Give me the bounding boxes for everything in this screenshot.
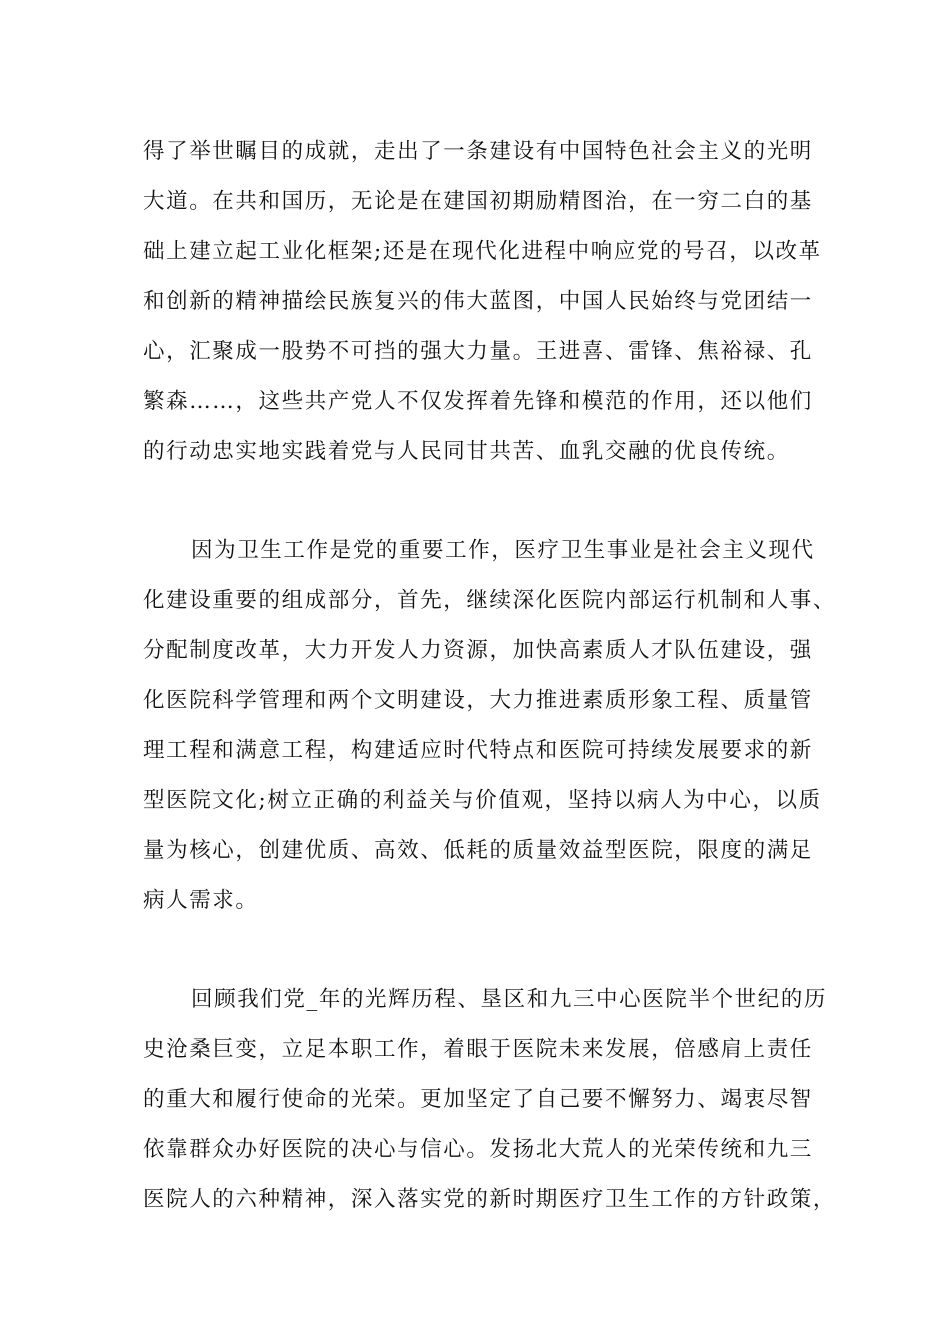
text-line: 大道。在共和国历，无论是在建国初期励精图治，在一穷二白的基	[143, 189, 813, 214]
text-line: 依靠群众办好医院的决心与信心。发扬北大荒人的光荣传统和九三	[143, 1137, 813, 1162]
text-line: 础上建立起工业化框架;还是在现代化进程中响应党的号召，以改革	[143, 239, 822, 264]
text-line: 型医院文化;树立正确的利益关与价值观，坚持以病人为中心，以质	[143, 788, 822, 813]
text-line: 得了举世瞩目的成就，走出了一条建设有中国特色社会主义的光明	[143, 139, 813, 164]
text-line: 史沧桑巨变，立足本职工作，着眼于医院未来发展，倍感肩上责任	[143, 1037, 813, 1062]
text-line: 分配制度改革，大力开发人力资源，加快高素质人才队伍建设，强	[143, 638, 813, 663]
text-line: 理工程和满意工程，构建适应时代特点和医院可持续发展要求的新	[143, 738, 813, 763]
text-line: 的重大和履行使命的光荣。更加坚定了自己要不懈努力、竭衷尽智	[143, 1087, 813, 1112]
text-line: 繁森……，这些共产党人不仅发挥着先锋和模范的作用，还以他们	[143, 389, 813, 414]
text-line: 病人需求。	[143, 888, 259, 913]
text-line: 心，汇聚成一股势不可挡的强大力量。王进喜、雷锋、焦裕禄、孔	[143, 339, 813, 364]
text-line: 回顾我们党_年的光辉历程、垦区和九三中心医院半个世纪的历	[191, 987, 828, 1012]
text-line: 量为核心，创建优质、高效、低耗的质量效益型医院，限度的满足	[143, 838, 813, 863]
text-line: 化医院科学管理和两个文明建设，大力推进素质形象工程、质量管	[143, 688, 813, 713]
text-line: 因为卫生工作是党的重要工作，医疗卫生事业是社会主义现代	[191, 538, 815, 563]
text-line: 和创新的精神描绘民族复兴的伟大蓝图，中国人民始终与党团结一	[143, 289, 813, 314]
text-line: 医院人的六种精神，深入落实党的新时期医疗卫生工作的方针政策，	[143, 1187, 837, 1212]
text-line: 的行动忠实地实践着党与人民同甘共苦、血乳交融的优良传统。	[143, 439, 790, 464]
text-line: 化建设重要的组成部分，首先，继续深化医院内部运行机制和人事、	[143, 588, 837, 613]
